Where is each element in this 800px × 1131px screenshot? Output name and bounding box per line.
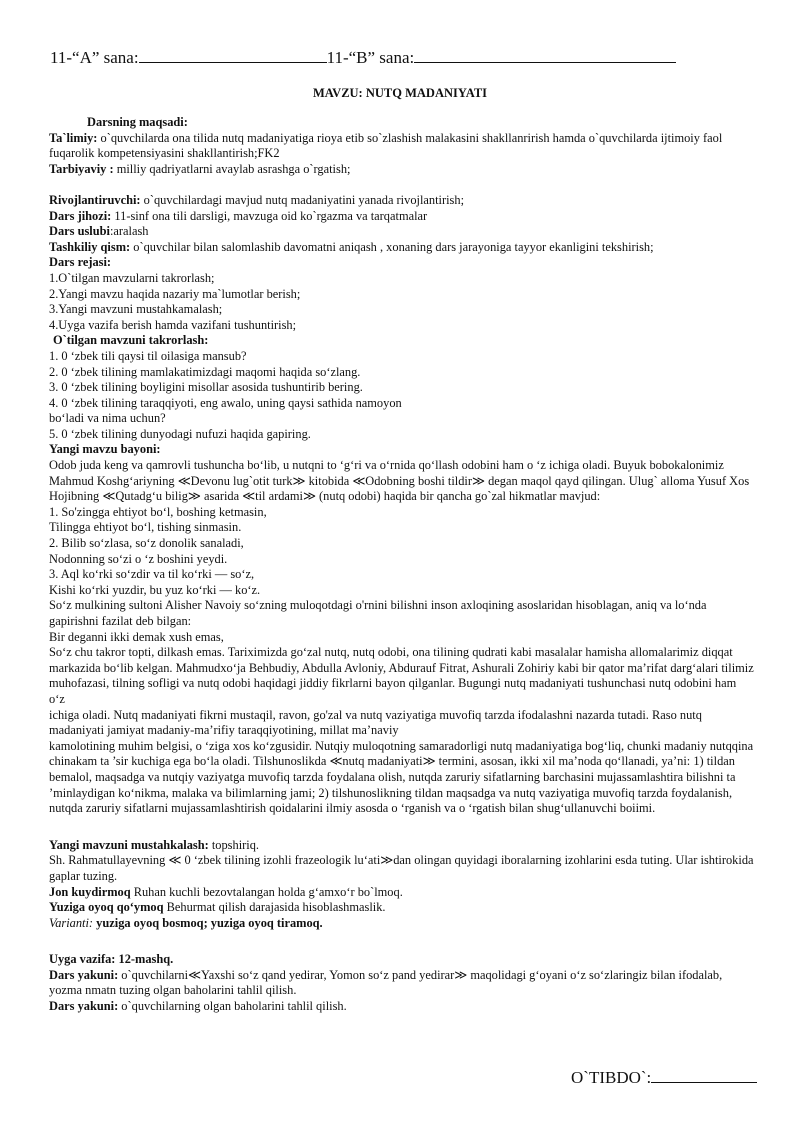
new-topic-paragraph: Odob juda keng va qamrovli tushuncha bo‘lib, u nutqni to ‘g‘ri va o‘rnida qo‘llash odobini ham o ‘z ichiga oladi. Buyuk bobokalonimiz Mahmud Koshg‘ariyning ≪Devonu lug`otit turk≫ kitobida ≪Odobning boshi tildir≫ degan maqol qayd qilingan. Ulug` alloma Yusuf Xos Hojibning ≪Qutadg‘u bilig≫ asarida ≪til ardami≫ (nutq odobi) haqida bir qancha go`zal hikmatlar mavjud: — [49, 458, 750, 504]
reinforcement-task: Sh. Rahmatullayevning ≪ 0 ‘zbek tilining izohli frazeologik lu‘ati≫dan olingan quyidagi iboralarning izohlarini esda tuting. Ular ishtirokida gaplar tuzing. — [49, 853, 754, 883]
lesson-summary: Dars yakuni: o`quvchilarning olgan baholarini tahlil qilish. — [49, 999, 347, 1014]
talimiy-goal: Ta`limiy: o`quvchilarda ona tilida nutq madaniyatiga rioya etib so`zlashish malakasini shakllanrirish hamda o`quvchilarda ijtimoiy faol fuqarolik kompetensiyasini shakllantirish;FK2 — [49, 130, 723, 161]
verse-line: 1. So'zingga ehtiyot bo‘l, boshing ketmasin, — [49, 504, 267, 519]
organizational-part: Tashkiliy qism: o`quvchilar bilan salomlashib davomatni aniqash , xonaning dars jarayoniga tayyor ekanligini tekshirish; — [49, 239, 654, 254]
verse-line: Bir deganni ikki demak xush emas, — [49, 629, 224, 644]
new-topic-paragraph: So‘z chu takror topti, dilkash emas. Tariximizda go‘zal nutq, nutq odobi, ona tilining qudrati kabi masalalar hamisha allomalarimiz diqqat markazida bo‘lib kelgan. Mahmudxo‘ja Behbudiy, Abdulla Avloniy, Abdurauf Fitrat, Ashurali Zohiriy kabi bir qator ma’rifat darg‘alari tilimiz muhofazasi, tilning sofligi va nutq odobi haqidagi jiddiy fikrlarni bayon qilganlar. Bugungi nutq madaniyati tushunchasi nutq odobini ham o‘z — [49, 645, 754, 706]
review-question: bo‘ladi va nima uchun? — [49, 411, 166, 426]
approved-label: O`TIBDO`: — [571, 1068, 652, 1087]
review-question: 5. 0 ‘zbek tilining dunyodagi nufuzi haqida gapiring. — [49, 426, 311, 441]
new-topic-paragraph: kamolotining muhim belgisi, o ‘ziga xos ko‘zgusidir. Nutqiy muloqotning samaradorligi nutq madaniyatiga bog‘liq, chunki madaniy nutqqina chinakam ta ’sir kuchiga ega bo‘la oladi. Tilshunoslikda ≪nutq madaniyati≫ termini, asosan, ikki xil ma’noda qo‘llanadi, ya’ni: 1) tildan bemalol, maqsadga va nutqiy vaziyatga muvofiq tarzda foydalana olish, nutqda zaruriy sifatlarning barchasini mujassamlashtira bilishni ta ’minlaydigan ko‘nikma, malaka va bilimlarning jami; 2) tilshunoslikning tildan maqsadga va nutq vaziyatiga muvofiq tarzda foydalanish, nutqda zaruriy sifatlarni mujassamlashtirish qoidalarini ilmiy asosda o ‘rganish va o ‘rgatish bilan shug‘ullanuvchi boiimi. — [49, 738, 754, 816]
approval-footer — [571, 1066, 757, 1089]
class-b-date-label: 11-“B” sana: — [326, 48, 415, 67]
tarbiyaviy-goal: Tarbiyaviy : milliy qadriyatlarni avaylab asrashga o`rgatish; — [49, 161, 351, 176]
review-heading: O`tilgan mavzuni takrorlash: — [53, 333, 209, 348]
idiom-variants: Varianti: yuziga oyoq bosmoq; yuziga oyoq tiramoq. — [49, 915, 323, 930]
lesson-equipment: Dars jihozi: 11-sinf ona tili darsligi, mavzuga oid ko`rgazma va tarqatmalar — [49, 208, 428, 223]
verse-line: 3. Aql ko‘rki so‘zdir va til ko‘rki — so‘z, — [49, 567, 255, 582]
plan-item: 2.Yangi mavzu haqida nazariy ma`lumotlar berish; — [49, 286, 301, 301]
review-question: 2. 0 ‘zbek tilining mamlakatimizdagi maqomi haqida so‘zlang. — [49, 364, 361, 379]
verse-line: 2. Bilib so‘zlasa, so‘z donolik sanaladi, — [49, 536, 244, 551]
reinforcement-heading: Yangi mavzuni mustahkalash: topshiriq. — [49, 837, 260, 852]
plan-item: 3.Yangi mavzuni mustahkamalash; — [49, 302, 223, 317]
class-a-date-blank — [139, 46, 327, 63]
lesson-summary: Dars yakuni: o`quvchilarni≪Yaxshi so‘z qand yedirar, Yomon so‘z pand yedirar≫ maqolidagi g‘oyani o‘z so‘zlaringiz bilan ifodalab, yozma nmatn tuzing olgan baholarini tahlil qilish. — [49, 967, 723, 998]
new-topic-paragraph: So‘z mulkining sultoni Alisher Navoiy so‘zning muloqotdagi o'rnini bilishni inson axloqining asoslaridan hisoblagan, aniq va lo‘nda gapirishni fazilat deb bilgan: — [49, 598, 707, 628]
plan-item: 1.O`tilgan mavzularni takrorlash; — [49, 270, 215, 285]
lesson-topic: MAVZU: NUTQ MADANIYATI — [312, 86, 488, 100]
class-a-date-label: 11-“A” sana: — [50, 48, 139, 67]
new-topic-paragraph: ichiga oladi. Nutq madaniyati fikrni mustaqil, ravon, go'zal va nutq vaziyatiga muvofiq tarzda ifodalashni nazarda tutadi. Raso nutq madaniyati jamiyat madaniy-ma’rifiy taraqqiyotining, millat ma’naviy — [49, 707, 702, 738]
goals-heading: Darsning maqsadi: — [87, 115, 188, 129]
rivojlantiruvchi-goal: Rivojlantiruvchi: o`quvchilardagi mavjud nutq madaniyatini yanada rivojlantirish; — [49, 192, 465, 207]
new-topic-heading: Yangi mavzu bayoni: — [49, 442, 161, 457]
verse-line: Kishi ko‘rki yuzdir, bu yuz ko‘rki — ko‘z. — [49, 582, 261, 597]
review-question: 3. 0 ‘zbek tilining boyligini misollar asosida tushuntirib bering. — [49, 380, 363, 395]
homework: Uyga vazifa: 12-mashq. — [49, 952, 174, 967]
lesson-plan-heading: Dars rejasi: — [49, 255, 112, 270]
plan-item: 4.Uyga vazifa berish hamda vazifani tushuntirish; — [49, 317, 297, 332]
review-question: 1. 0 ‘zbek tili qaysi til oilasiga mansub? — [49, 348, 247, 363]
class-b-date-blank — [414, 46, 676, 63]
lesson-plan-body — [49, 115, 755, 1015]
review-question: 4. 0 ‘zbek tilining taraqqiyoti, eng awalo, uning qaysi sathida namoyon — [49, 395, 402, 410]
idiom-item: Yuziga oyoq qo‘ymoq Behurmat qilish darajasida hisoblashmaslik. — [49, 900, 386, 915]
idiom-item: Jon kuydirmoq Ruhan kuchli bezovtalangan holda g‘amxo‘r bo`lmoq. — [49, 884, 403, 899]
approval-signature-blank — [651, 1066, 757, 1083]
date-header — [50, 46, 750, 69]
verse-line: Tilingga ehtiyot bo‘l, tishing sinmasin. — [49, 520, 242, 535]
verse-line: Nodonning so‘zi o ‘z boshini yeydi. — [49, 551, 228, 566]
lesson-method: Dars uslubi:aralash — [49, 224, 149, 239]
